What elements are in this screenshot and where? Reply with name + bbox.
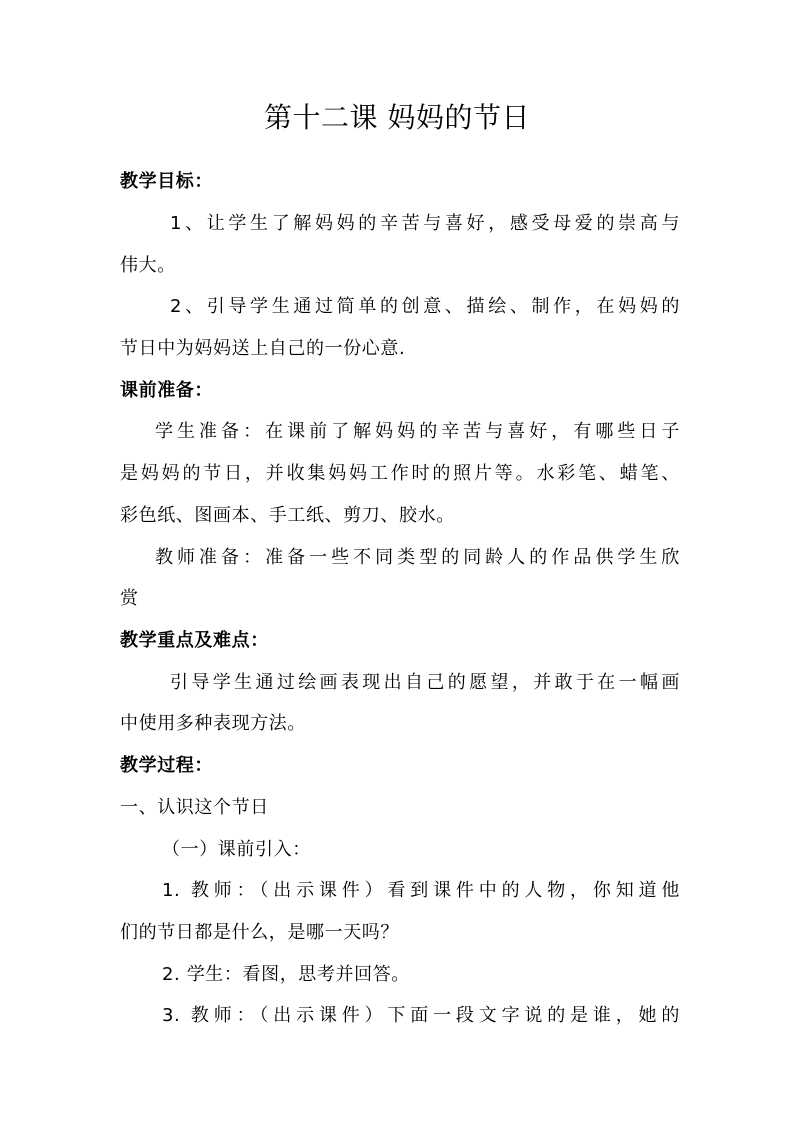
goal-2-line-2: 节日中为妈妈送上自己的一份心意. (120, 338, 406, 359)
process-heading: 教学过程： (120, 755, 213, 776)
student-prep-line-1: 学生准备：在课前了解妈妈的辛苦与喜好，有哪些日子 (155, 421, 680, 442)
goal-1-line-1: 1、让学生了解妈妈的辛苦与喜好，感受母爱的崇高与 (170, 213, 680, 234)
key-points-line-1: 引导学生通过绘画表现出自己的愿望，并敢于在一幅画 (170, 672, 680, 693)
goal-1-line-2: 伟大。 (120, 255, 176, 276)
student-prep-line-3: 彩色纸、图画本、手工纸、剪刀、胶水。 (120, 505, 455, 526)
teacher-prep-line-1: 教师准备：准备一些不同类型的同龄人的作品供学生欣 (155, 547, 680, 568)
preparation-heading: 课前准备： (120, 380, 213, 401)
process-step-1-line-1: 1. 教师：（出示课件）看到课件中的人物，你知道他 (162, 880, 680, 901)
student-prep-line-2: 是妈妈的节日，并收集妈妈工作时的照片等。水彩笔、蜡笔、 (120, 463, 680, 484)
process-step-2: 2. 学生：看图，思考并回答。 (162, 964, 410, 985)
key-points-line-2: 中使用多种表现方法。 (120, 713, 306, 734)
process-section-1: 一、认识这个节日 (120, 797, 269, 818)
key-points-heading: 教学重点及难点： (120, 630, 269, 651)
teacher-prep-line-2: 赏 (120, 588, 139, 609)
process-subsection-1: （一）课前引入： (162, 839, 311, 860)
process-step-3-line-1: 3. 教师：（出示课件）下面一段文字说的是谁，她的 (162, 1005, 680, 1026)
goals-heading: 教学目标： (120, 171, 213, 192)
page-title: 第十二课 妈妈的节日 (264, 101, 530, 134)
goal-2-line-1: 2、引导学生通过简单的创意、描绘、制作，在妈妈的 (170, 296, 680, 317)
process-step-1-line-2: 们的节日都是什么，是哪一天吗？ (120, 922, 399, 943)
